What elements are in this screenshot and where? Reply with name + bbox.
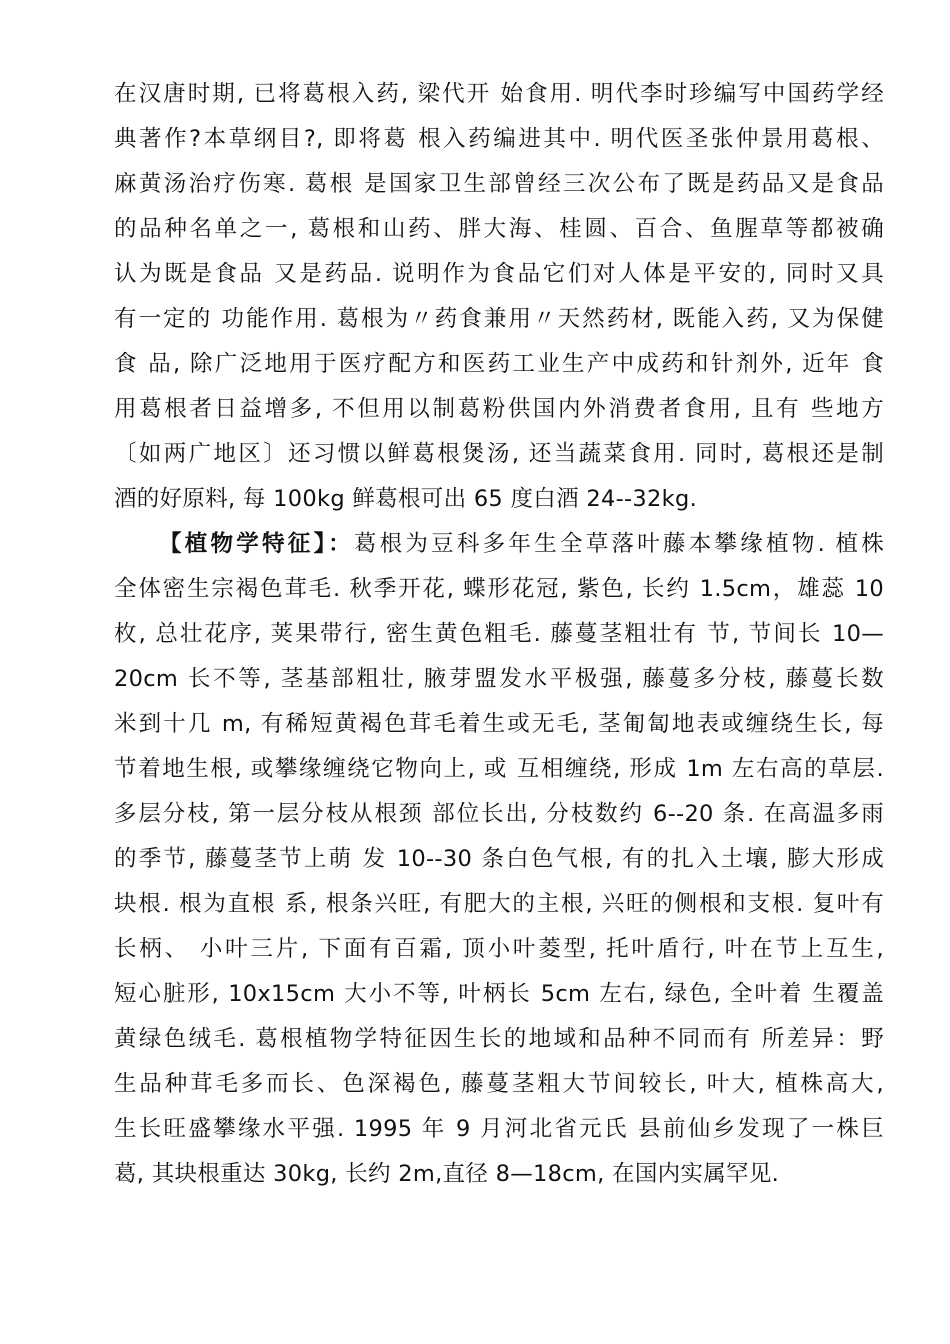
paragraph1-line: 的品种名单之一, 葛根和山药、胖大海、桂圆、百合、鱼腥草等都被确: [114, 216, 884, 242]
paragraph1-line: 麻黄汤治疗伤寒. 葛根 是国家卫生部曾经三次公布了既是药品又是食品: [114, 171, 884, 197]
paragraph2-line: 黄绿色绒毛. 葛根植物学特征因生长的地域和品种不同而有 所差异：野: [114, 1026, 884, 1052]
paragraph2-line: 多层分枝, 第一层分枝从根颈 部位长出, 分枝数约 6--20 条. 在高温多雨: [114, 801, 884, 827]
paragraph2-line: 枚, 总壮花序, 荚果带行, 密生黄色粗毛. 藤蔓茎粗壮有 节, 节间长 10—: [114, 621, 884, 647]
paragraph2-line: 长柄、 小叶三片, 下面有百霜, 顶小叶菱型, 托叶盾行, 叶在节上互生,: [114, 936, 884, 962]
paragraph1-line: 认为既是食品 又是药品. 说明作为食品它们对人体是平安的, 同时又具: [114, 261, 884, 287]
paragraph1-line: 用葛根者日益增多, 不但用以制葛粉供国内外消费者食用, 且有 些地方: [114, 396, 884, 422]
paragraph1-line: 有一定的 功能作用. 葛根为〃药食兼用〃天然药材, 既能入药, 又为保健: [114, 306, 884, 332]
paragraph2-line: 的季节, 藤蔓茎节上萌 发 10--30 条白色气根, 有的扎入土壤, 膨大形成: [114, 846, 884, 872]
paragraph1-line: 食 品, 除广泛地用于医疗配方和医药工业生产中成药和针剂外, 近年 食: [114, 351, 884, 377]
paragraph1-line: 酒的好原料, 每 100kg 鲜葛根可出 65 度白酒 24--32kg.: [114, 486, 698, 512]
paragraph2-first-line-text: 葛根为豆科多年生全草落叶藤本攀缘植物. 植株: [353, 531, 884, 557]
paragraph2-first-line: [114, 522, 884, 567]
paragraph2-line: 生品种茸毛多而长、色深褐色, 藤蔓茎粗大节间较长, 叶大, 植株高大,: [114, 1071, 884, 1097]
paragraph2-line: 生长旺盛攀缘水平强. 1995 年 9 月河北省元氏 县前仙乡发现了一株巨: [114, 1116, 884, 1142]
paragraph2-line: 米到十几 m, 有稀短黄褐色茸毛着生或无毛, 茎匍匐地表或缠绕生长, 每: [114, 711, 884, 737]
section-heading: 【植物学特征】：: [159, 531, 354, 557]
paragraph2-line: 20cm 长不等, 茎基部粗壮, 腋芽盟发水平极强, 藤蔓多分枝, 藤蔓长数: [114, 666, 884, 692]
paragraph2-line: 节着地生根, 或攀缘缠绕它物向上, 或 互相缠绕, 形成 1m 左右高的草层.: [114, 756, 884, 782]
paragraph1-line: 在汉唐时期, 已将葛根入药, 梁代开 始食用. 明代李时珍编写中国药学经: [114, 81, 884, 107]
paragraph2-line: 块根. 根为直根 系, 根条兴旺, 有肥大的主根, 兴旺的侧根和支根. 复叶有: [114, 891, 884, 917]
paragraph2-line: 葛, 其块根重达 30kg, 长约 2m,直径 8—18cm, 在国内实属罕见.: [114, 1161, 780, 1187]
paragraph2-line: 短心脏形, 10x15cm 大小不等, 叶柄长 5cm 左右, 绿色, 全叶着 生覆盖: [114, 981, 884, 1007]
paragraph1-line: 典著作?本草纲目?, 即将葛 根入药编进其中. 明代医圣张仲景用葛根、: [114, 126, 884, 152]
paragraph1-line: 〔如两广地区〕还习惯以鲜葛根煲汤, 还当蔬菜食用. 同时, 葛根还是制: [114, 441, 884, 467]
body-text: [114, 72, 884, 1197]
paragraph2-line: 全体密生宗褐色茸毛. 秋季开花, 蝶形花冠, 紫色, 长约 1.5cm，雄蕊 10: [114, 576, 884, 602]
